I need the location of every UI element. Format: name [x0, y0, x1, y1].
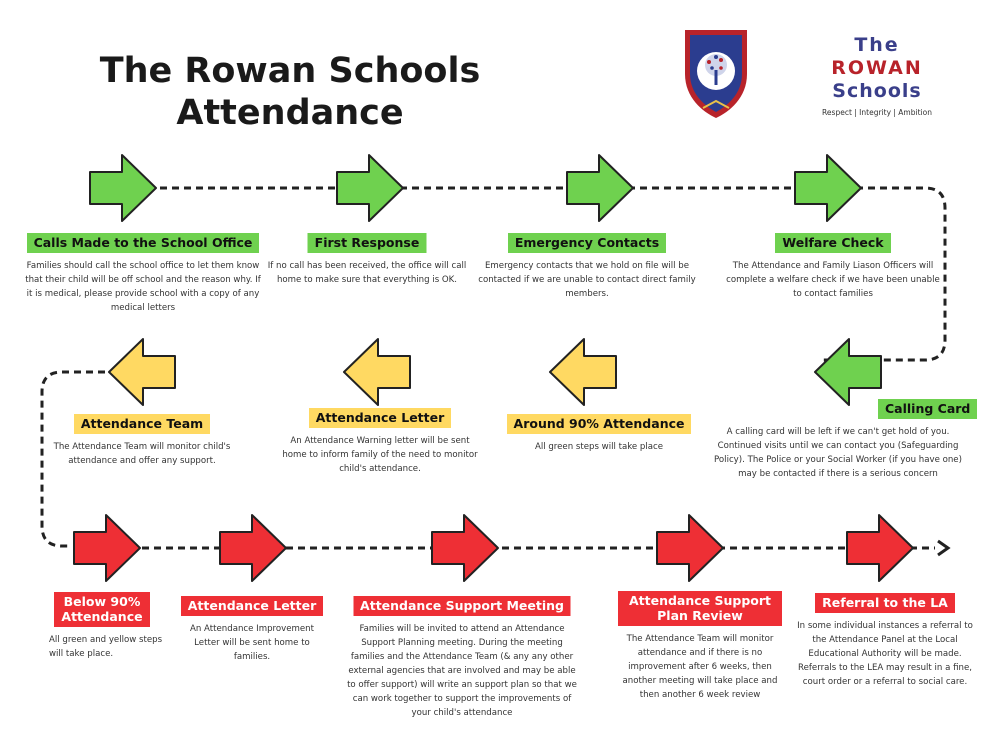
stage-label: Around 90% Attendance [507, 414, 692, 434]
stage-description: Emergency contacts that we hold on file will be contacted if we are unable to contact direct family members. [478, 261, 696, 299]
stage-label: Emergency Contacts [508, 233, 666, 253]
wordmark-line-2: ROWAN [831, 57, 923, 79]
referral-la-arrow-icon [847, 515, 913, 581]
wordmark-line-3: Schools [832, 80, 922, 102]
stage-description: Families should call the school office to let them know that their child will be off school and the reason why. If it is medical, please provide school with a copy of any medical letters [25, 261, 261, 313]
attendance-letter-red-arrow-icon [220, 515, 286, 581]
stage-description: An Attendance Warning letter will be sent home to inform family of the need to monitor child's attendance. [282, 436, 478, 474]
support-meeting-arrow-icon [432, 515, 498, 581]
stage-description: Families will be invited to attend an Attendance Support Planning meeting. During the meeting families and the Attendance Team (& any any other external agencies that are involved and may be able to offer support) will write an support plan so that we can work together to support the improvements of your child's attendance [347, 624, 577, 718]
stage-label: Attendance Letter [309, 408, 452, 428]
title-line-1: The Rowan Schools [99, 51, 481, 91]
school-tagline: Respect | Integrity | Ambition [822, 108, 932, 117]
stage-description: The Attendance and Family Liason Officers will complete a welfare check if we have been unable to contact families [726, 261, 940, 299]
stage-plan-review [615, 591, 785, 702]
stage-referral-la [795, 592, 975, 689]
stage-below-90 [27, 592, 177, 661]
first-response-arrow-icon [337, 155, 403, 221]
below-90-arrow-icon [74, 515, 140, 581]
stage-support-meeting [345, 595, 580, 720]
stage-label: Calling Card [878, 399, 977, 419]
end-arrowhead [938, 541, 948, 555]
stage-label: Attendance Letter [181, 596, 324, 616]
stage-welfare-check [723, 232, 943, 301]
stage-description: All green and yellow steps will take place. [49, 635, 163, 659]
stage-calls-made [24, 232, 262, 315]
tree-shield-icon [683, 28, 749, 120]
stage-label: Attendance Support Meeting [353, 596, 571, 616]
stage-description: In some individual instances a referral to the Attendance Panel at the Local Educational Authority will be made. Referrals to the LEA may result in a fine, court order or a referral to social care. [797, 621, 973, 687]
stage-description: All green steps will take place [534, 442, 664, 452]
school-wordmark [812, 34, 942, 117]
stage-description: An Attendance Improvement Letter will be sent home to families. [190, 624, 314, 662]
stage-description: If no call has been received, the office will call home to make sure that everything is OK. [267, 261, 467, 285]
stage-arrows [74, 155, 913, 581]
stage-label: Calls Made to the School Office [27, 233, 260, 253]
welfare-check-arrow-icon [795, 155, 861, 221]
stage-description: The Attendance Team will monitor child's attendance and offer any support. [53, 442, 231, 466]
attendance-team-arrow-icon [109, 339, 175, 405]
wordmark-line-1: The [854, 34, 900, 56]
around-90-arrow-icon [550, 339, 616, 405]
stage-first-response [265, 232, 470, 287]
emergency-contacts-arrow-icon [567, 155, 633, 221]
plan-review-arrow-icon [657, 515, 723, 581]
stage-attendance-letter-red [177, 595, 327, 664]
stage-calling-card [708, 398, 971, 481]
stage-emergency-contacts [477, 232, 697, 301]
stage-around-90 [499, 413, 699, 454]
stage-attendance-letter-yellow [280, 407, 480, 476]
stage-description: The Attendance Team will monitor attendance and if there is no improvement after 6 weeks, then another meeting will take place and then another 6 week review [622, 634, 778, 700]
stage-label: Attendance Team [74, 414, 210, 434]
stage-label: Attendance Support Plan Review [618, 591, 782, 626]
stage-label: Welfare Check [775, 233, 890, 253]
stage-description: A calling card will be left if we can't get hold of you. Continued visits until we can contact you (Safeguarding Policy). The Police or your Social Worker (if you have one) may be contacted if there is a serious concern [714, 427, 962, 479]
attendance-letter-yellow-arrow-icon [344, 339, 410, 405]
stage-label: Below 90% Attendance [54, 592, 150, 627]
calling-card-arrow-icon [815, 339, 881, 405]
title-line-2: Attendance [176, 93, 404, 133]
page-title [70, 50, 510, 134]
stage-attendance-team [47, 413, 237, 468]
calls-made-arrow-icon [90, 155, 156, 221]
stage-label: First Response [308, 233, 427, 253]
stage-label: Referral to the LA [815, 593, 955, 613]
